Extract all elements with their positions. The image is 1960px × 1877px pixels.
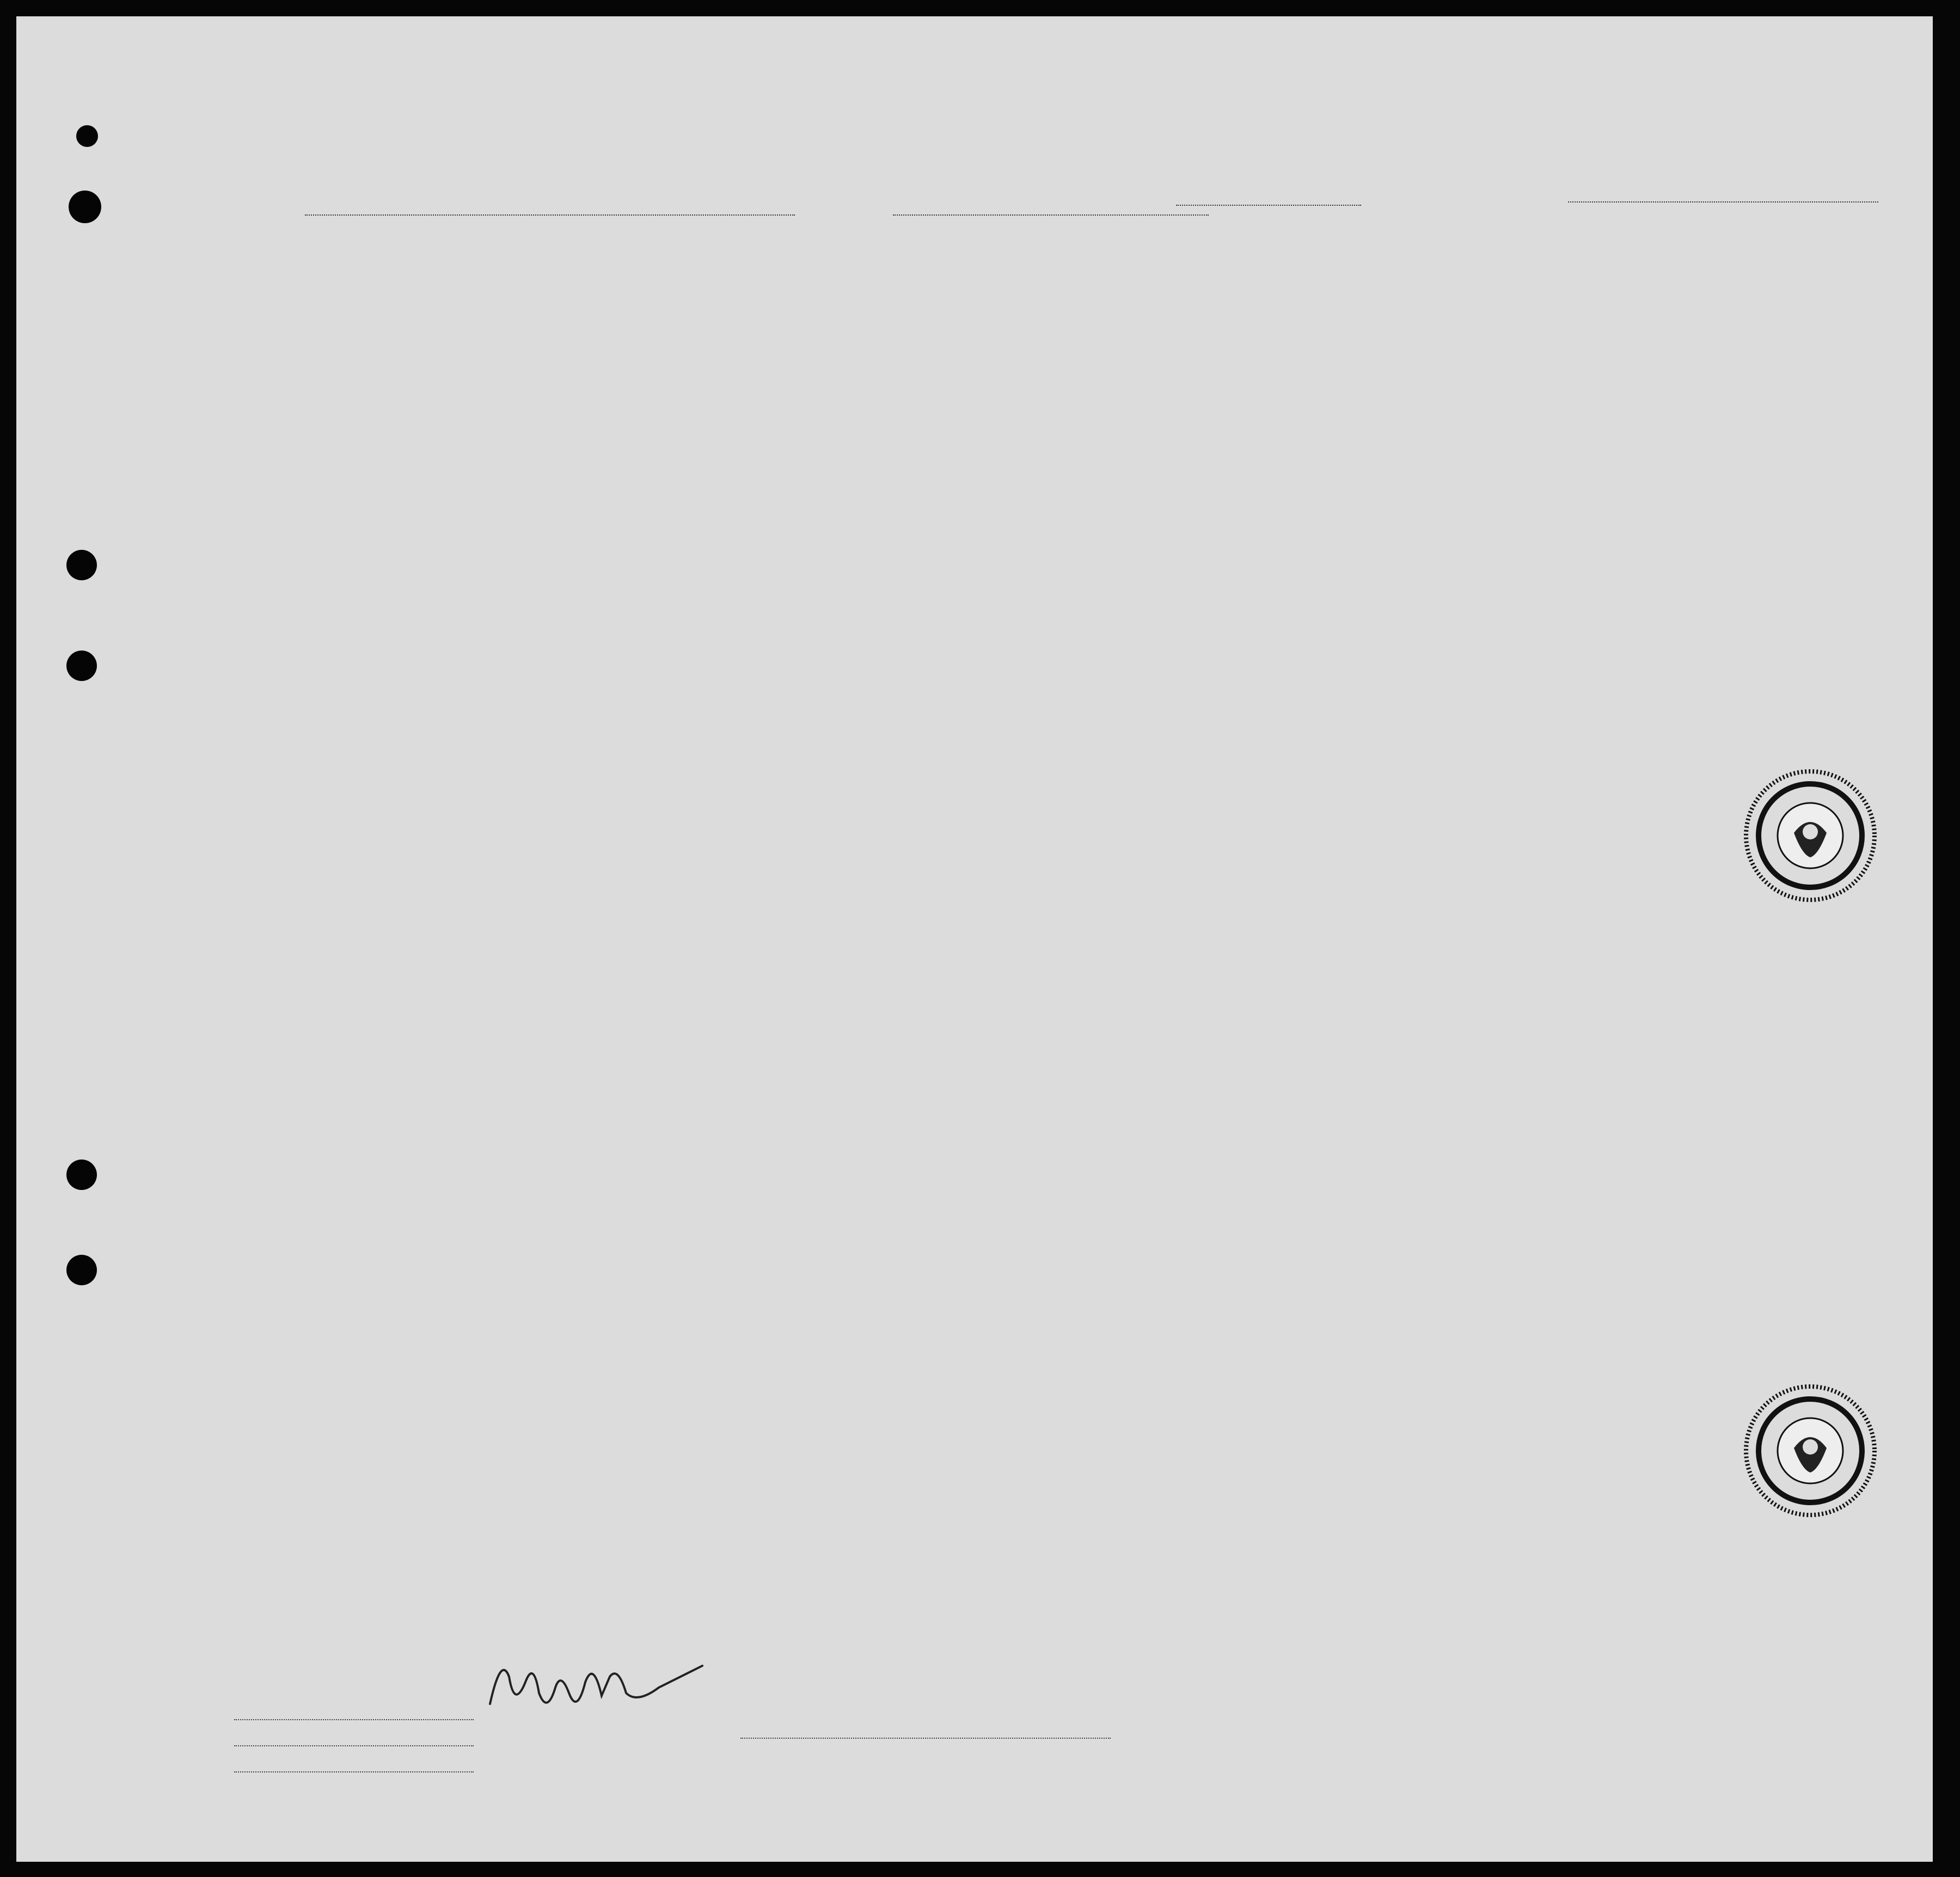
inspection-seal-icon <box>1742 768 1878 904</box>
footer-rule <box>234 1771 474 1772</box>
footer-rule <box>234 1745 474 1746</box>
manifest-document <box>16 16 1933 1862</box>
footer-rule <box>234 1719 474 1720</box>
inspector-signature <box>485 1644 724 1726</box>
table-grid <box>16 16 1933 1862</box>
inspection-seal-icon <box>1742 1383 1878 1519</box>
inspector-rule <box>740 1738 1111 1739</box>
